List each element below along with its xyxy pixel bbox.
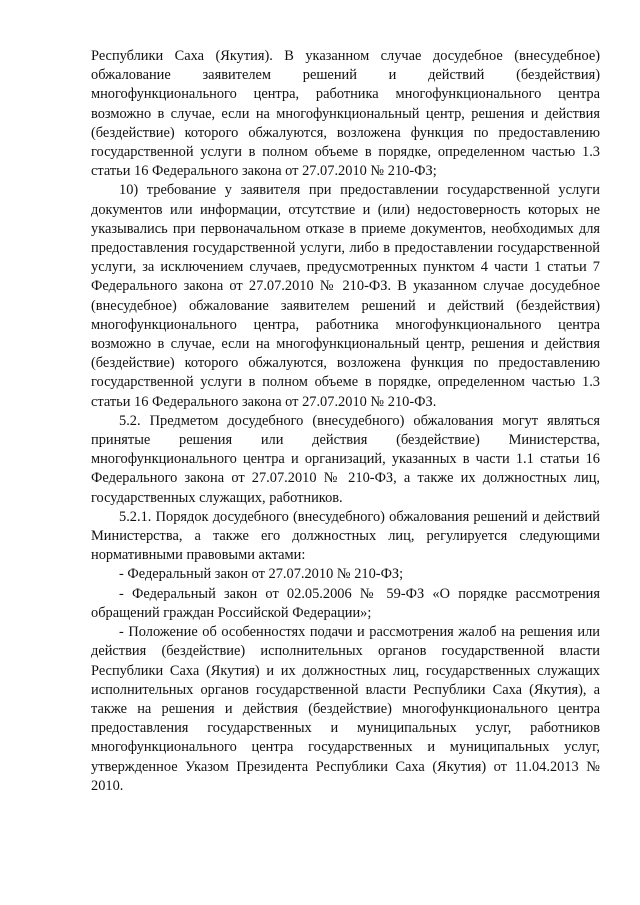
list-item-law-59: - Федеральный закон от 02.05.2006 № 59-ФЗ «О порядке рассмотрения обращений граждан Российской Федерации»; xyxy=(91,585,600,621)
paragraph-5-2-1: 5.2.1. Порядок досудебного (внесудебного) обжалования решений и действий Министерства, а также его должностных лиц, регулируется следующими нормативными правовыми актами: xyxy=(91,508,600,564)
paragraph-5-2: 5.2. Предметом досудебного (внесудебного) обжалования могут являться принятые решения или действия (бездействие) Министерства, многофункционального центра и организаций, указанных в части 1.1 статьи 16 Федерального закона от 27.07.2010 № 210-ФЗ, а также их должностных лиц, государственных служащих, работников. xyxy=(91,412,600,506)
list-item-law-210: - Федеральный закон от 27.07.2010 № 210-ФЗ; xyxy=(119,566,404,583)
paragraph-item-10: 10) требование у заявителя при предоставлении государственной услуги документов или информации, отсутствие и (или) недостоверность которых не указывались при первоначальном отказе в приеме документов, необходимых для предоставления государственной услуги, либо в предоставлении государственной услуги, за исключением случаев, предусмотренных пунктом 4 части 1 статьи 7 Федерального закона от 27.07.2010 № 210-ФЗ. В указанном случае досудебное (внесудебное) обжалование заявителем решений и действий (бездействия) многофункционального центра, работника многофункционального центра возможно в случае, если на многофункциональный центр, решения и действия (бездействие) которого обжалуются, возложена функция по предоставлению государственной услуги в полном объеме в порядке, определенном частью 1.3 статьи 16 Федерального закона от 27.07.2010 № 210-ФЗ. xyxy=(91,182,600,410)
list-item-regulation: - Положение об особенностях подачи и рассмотрения жалоб на решения или действия (бездействие) исполнительных органов государственной власти Республики Саха (Якутия) и их должностных лиц, государственных служащих исполнительных органов государственной власти Республики Саха (Якутия), а также на решения и действия (бездействие) многофункционального центра предоставления государственных и муниципальных услуг, работников многофункционального центра государственных и муниципальных услуг, утвержденное Указом Президента Республики Саха (Якутия) от 11.04.2013 № 2010. xyxy=(91,624,600,794)
paragraph-continuation: Республики Саха (Якутия). В указанном случае досудебное (внесудебное) обжалование заявителем решений и действий (бездействия) многофункционального центра, работника многофункционального центра возможно в случае, если на многофункциональный центр, решения и действия (бездействие) которого обжалуются, возложена функция по предоставлению государственной услуги в полном объеме в порядке, определенном частью 1.3 статьи 16 Федерального закона от 27.07.2010 № 210-ФЗ; xyxy=(91,48,600,180)
